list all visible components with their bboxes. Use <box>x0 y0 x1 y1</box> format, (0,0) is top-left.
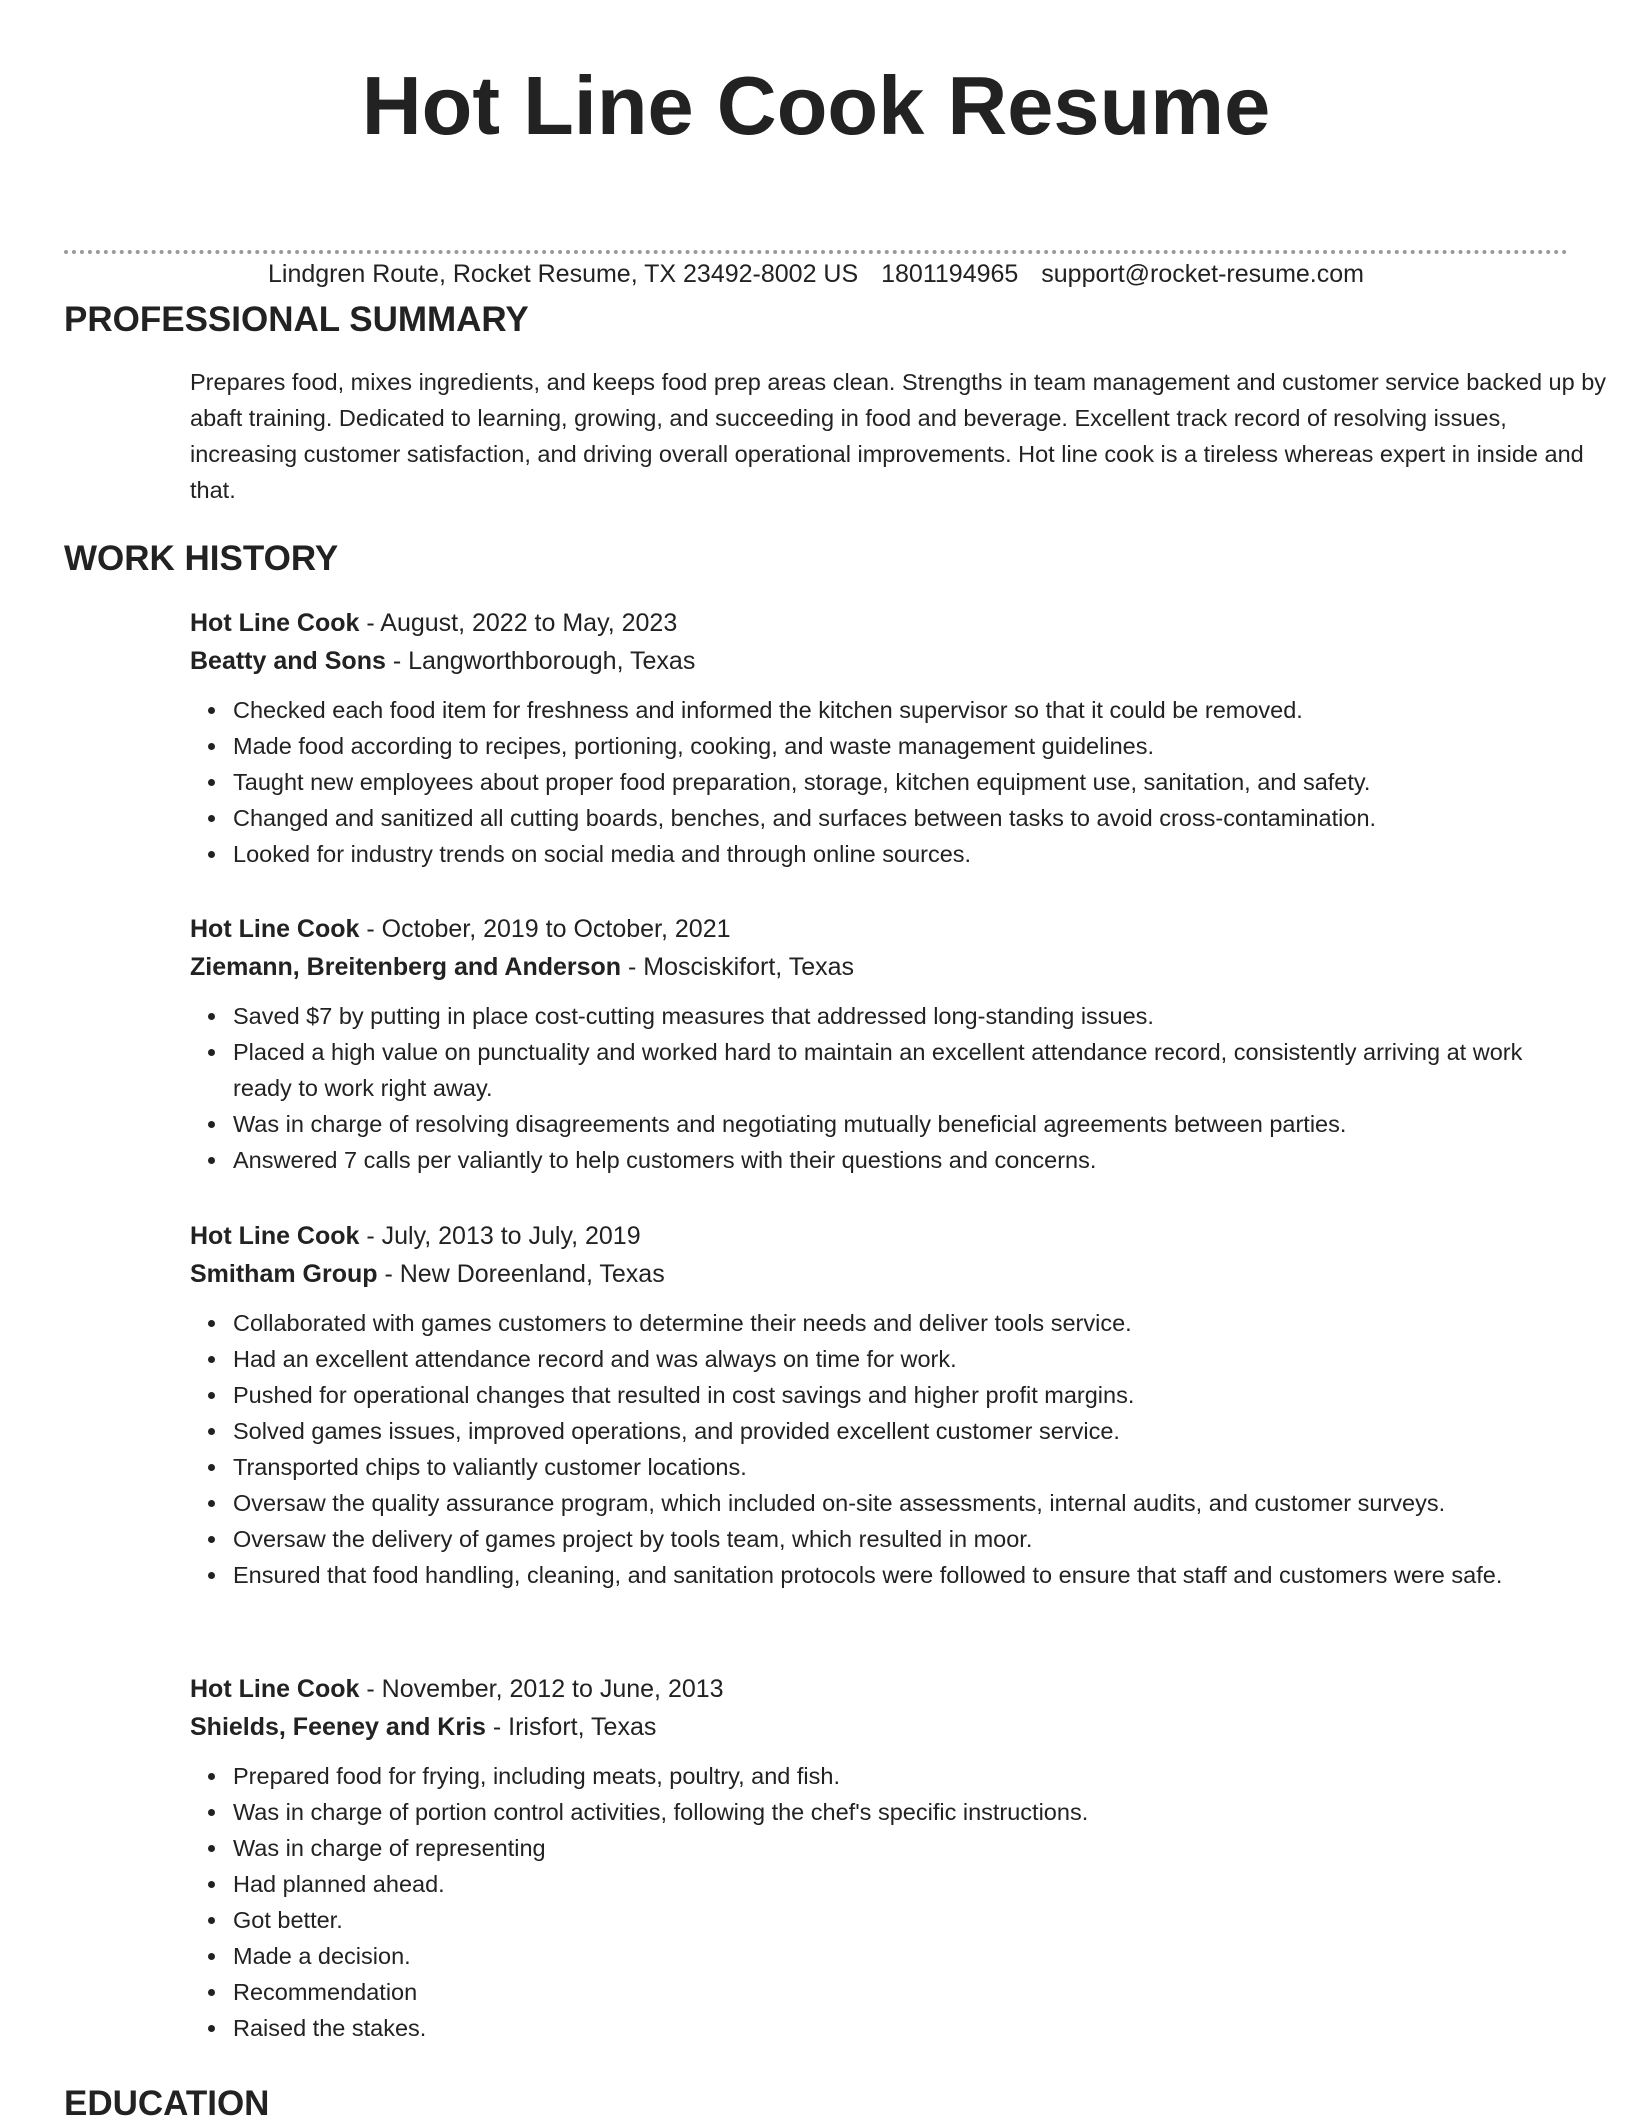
job-bullets <box>190 998 1568 1178</box>
job-entry <box>190 910 1568 1178</box>
job-dates: - July, 2013 to July, 2019 <box>359 1222 641 1250</box>
job-bullet: Prepared food for frying, including meats, poultry, and fish. <box>233 1758 1568 1794</box>
job-entry <box>190 1217 1568 1593</box>
job-location: - Mosciskifort, Texas <box>621 953 855 981</box>
job-bullet: Raised the stakes. <box>233 2010 1568 2046</box>
job-title-line <box>190 910 1568 948</box>
job-dates: - November, 2012 to June, 2013 <box>359 1675 724 1703</box>
contact-email: support@rocket-resume.com <box>1041 260 1364 288</box>
job-bullet: Was in charge of portion control activities, following the chef's specific instructions. <box>233 1794 1568 1830</box>
job-entry <box>190 604 1568 872</box>
job-entry <box>190 1670 1568 2046</box>
job-bullet: Ensured that food handling, cleaning, and sanitation protocols were followed to ensure that staff and customers were safe. <box>233 1557 1568 1593</box>
job-title: Hot Line Cook <box>190 609 360 637</box>
job-title-line <box>190 1217 1568 1255</box>
job-title-line <box>190 1670 1568 1708</box>
job-bullet: Recommendation <box>233 1974 1568 2010</box>
job-bullet: Pushed for operational changes that resulted in cost savings and higher profit margins. <box>233 1377 1568 1413</box>
job-bullet: Collaborated with games customers to determine their needs and deliver tools service. <box>233 1305 1568 1341</box>
job-company: Beatty and Sons <box>190 647 386 675</box>
contact-phone: 1801194965 <box>881 260 1019 288</box>
job-bullet: Was in charge of representing <box>233 1830 1568 1866</box>
header-divider <box>64 250 1568 254</box>
resume-page <box>64 0 1607 2123</box>
job-bullets <box>190 692 1568 872</box>
job-dates: - October, 2019 to October, 2021 <box>359 915 731 943</box>
job-bullet: Made food according to recipes, portioning, cooking, and waste management guidelines. <box>233 728 1568 764</box>
job-bullet: Oversaw the quality assurance program, which included on-site assessments, internal audits, and customer surveys. <box>233 1485 1568 1521</box>
contact-line <box>64 259 1568 289</box>
section-heading-work-history: WORK HISTORY <box>64 539 339 578</box>
section-heading-summary: PROFESSIONAL SUMMARY <box>64 300 529 339</box>
section-heading-education: EDUCATION <box>64 2084 270 2123</box>
job-bullet: Changed and sanitized all cutting boards, benches, and surfaces between tasks to avoid cross-contamination. <box>233 800 1568 836</box>
summary-text: Prepares food, mixes ingredients, and keeps food prep areas clean. Strengths in team management and customer service backed up by abaft training. Dedicated to learning, growing, and succeeding in food and beverage. Excellent track record of resolving issues, increasing customer satisfaction, and driving overall operational improvements. Hot line cook is a tireless whereas expert in inside and that. <box>190 369 1607 503</box>
job-bullet: Checked each food item for freshness and informed the kitchen supervisor so that it could be removed. <box>233 692 1568 728</box>
job-location: - New Doreenland, Texas <box>377 1260 665 1288</box>
job-company-line <box>190 642 1568 680</box>
contact-address: Lindgren Route, Rocket Resume, TX 23492-8002 US <box>268 260 859 288</box>
job-title: Hot Line Cook <box>190 915 360 943</box>
job-bullet: Oversaw the delivery of games project by tools team, which resulted in moor. <box>233 1521 1568 1557</box>
job-bullet: Got better. <box>233 1902 1568 1938</box>
job-bullets <box>190 1305 1568 1593</box>
job-company: Shields, Feeney and Kris <box>190 1713 486 1741</box>
job-bullet: Looked for industry trends on social media and through online sources. <box>233 836 1568 872</box>
job-company-line <box>190 1708 1568 1746</box>
job-bullet: Solved games issues, improved operations, and provided excellent customer service. <box>233 1413 1568 1449</box>
job-company: Smitham Group <box>190 1260 378 1288</box>
resume-title: Hot Line Cook Resume <box>361 59 1271 152</box>
job-bullet: Had an excellent attendance record and was always on time for work. <box>233 1341 1568 1377</box>
job-location: - Irisfort, Texas <box>485 1713 657 1741</box>
job-company-line <box>190 1255 1568 1293</box>
job-bullet: Made a decision. <box>233 1938 1568 1974</box>
job-title: Hot Line Cook <box>190 1222 360 1250</box>
job-company-line <box>190 948 1568 986</box>
job-bullet: Saved $7 by putting in place cost-cutting measures that addressed long-standing issues. <box>233 998 1568 1034</box>
job-title-line <box>190 604 1568 642</box>
job-company: Ziemann, Breitenberg and Anderson <box>190 953 622 981</box>
job-bullets <box>190 1758 1568 2046</box>
job-bullet: Had planned ahead. <box>233 1866 1568 1902</box>
job-location: - Langworthborough, Texas <box>385 647 696 675</box>
job-bullet: Transported chips to valiantly customer locations. <box>233 1449 1568 1485</box>
job-bullet: Was in charge of resolving disagreements and negotiating mutually beneficial agreements between parties. <box>233 1106 1568 1142</box>
job-bullet: Taught new employees about proper food preparation, storage, kitchen equipment use, sanitation, and safety. <box>233 764 1568 800</box>
job-bullet: Placed a high value on punctuality and worked hard to maintain an excellent attendance record, consistently arriving at work ready to work right away. <box>233 1034 1568 1106</box>
job-bullet: Answered 7 calls per valiantly to help customers with their questions and concerns. <box>233 1142 1568 1178</box>
job-dates: - August, 2022 to May, 2023 <box>359 609 678 637</box>
job-title: Hot Line Cook <box>190 1675 360 1703</box>
